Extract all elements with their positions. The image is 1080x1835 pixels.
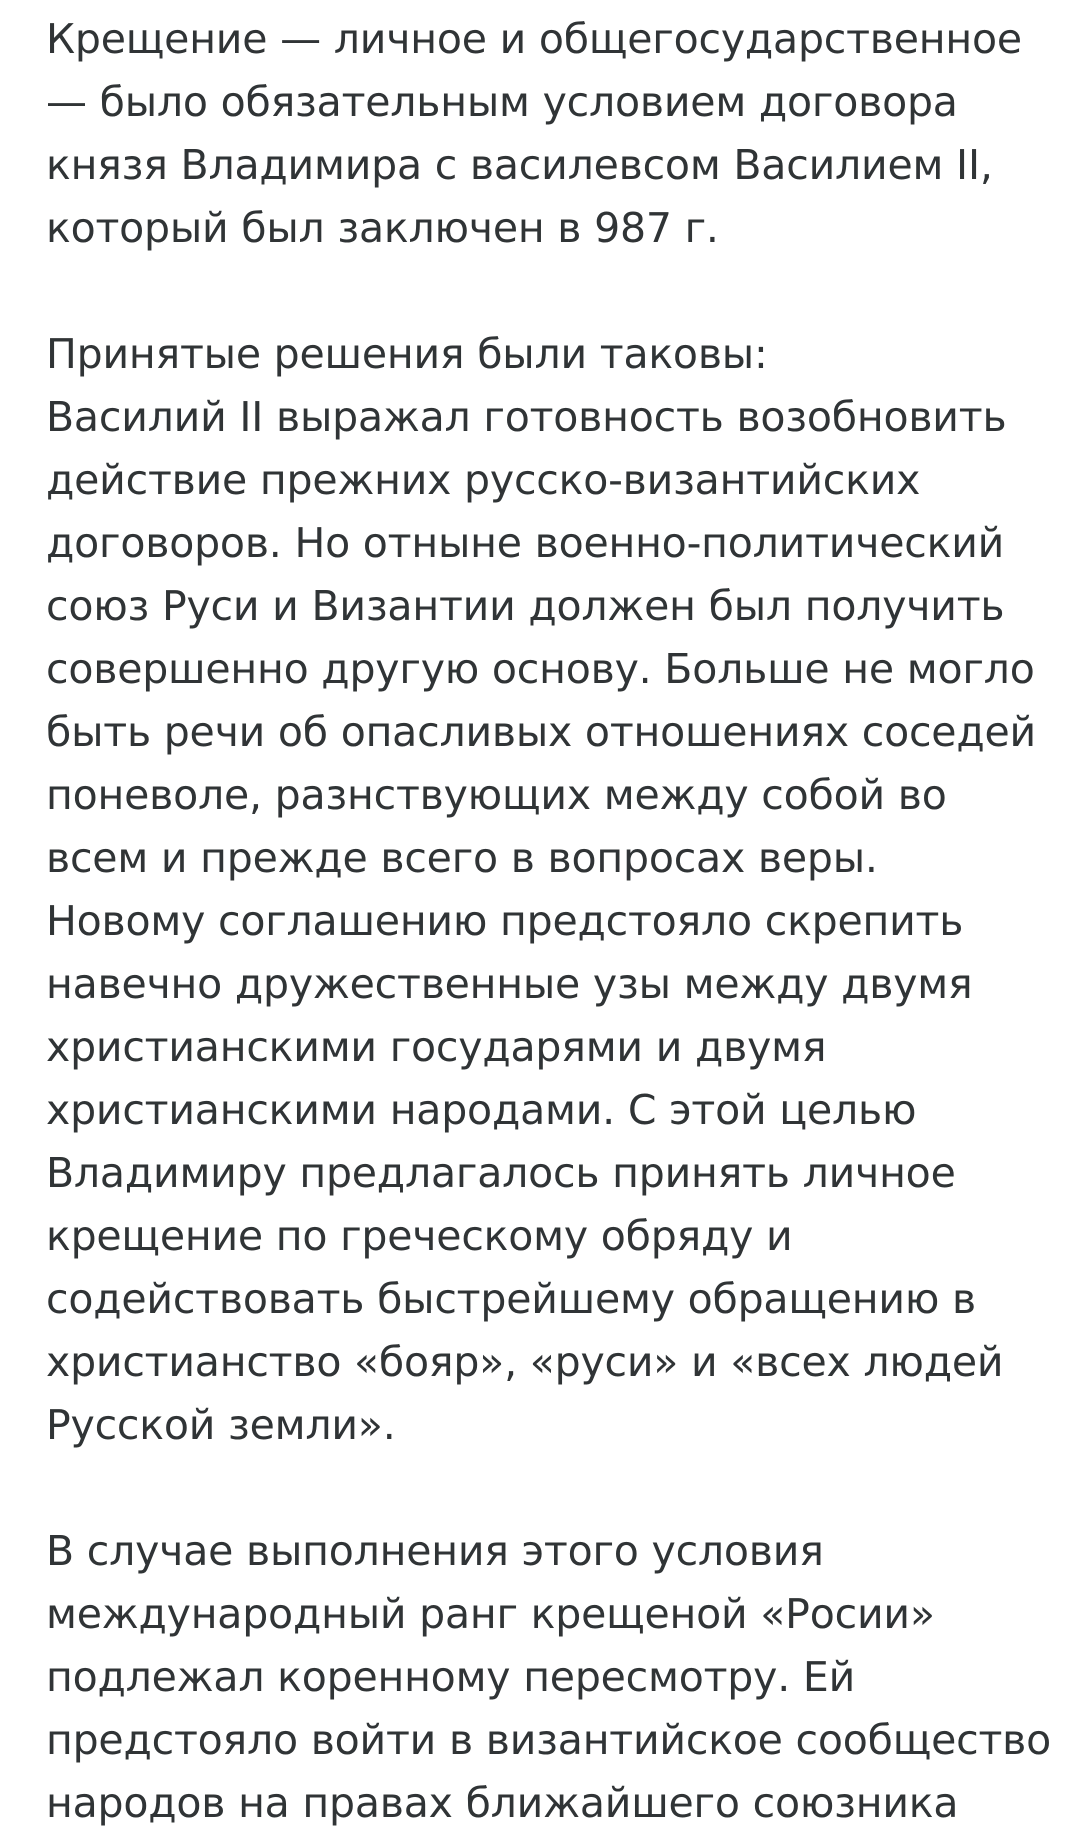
article-body bbox=[46, 8, 1066, 1835]
paragraph-baptism-condition: Крещение — личное и общегосударственное — было обязательным условием договора князя Владимира с василевсом Василием II, который был заключен в 987 г. bbox=[46, 15, 1022, 252]
paragraph-decisions: Принятые решения были таковы: Василий II выражал готовность возобновить действие прежних русско-византийских договоров. Но отныне военно-политический союз Руси и Византии должен был получить совершенно другую основу. Больше не могло быть речи об опасливых отношениях соседей поневоле, разнствующих между собой во всем и прежде всего в вопросах веры. Новому соглашению предстояло скрепить навечно дружественные узы между двумя христианскими государями и двумя христианскими народами. С этой целью Владимиру предлагалось принять личное крещение по греческому обряду и содействовать быстрейшему обращению в христианство «бояр», «руси» и «всех людей Русской земли». bbox=[46, 330, 1036, 1449]
paragraph-international-rank: В случае выполнения этого условия международный ранг крещеной «Росии» подлежал коренному пересмотру. Ей предстояло войти в византийское сообщество народов на правах ближайшего союзника bbox=[46, 1527, 1052, 1827]
